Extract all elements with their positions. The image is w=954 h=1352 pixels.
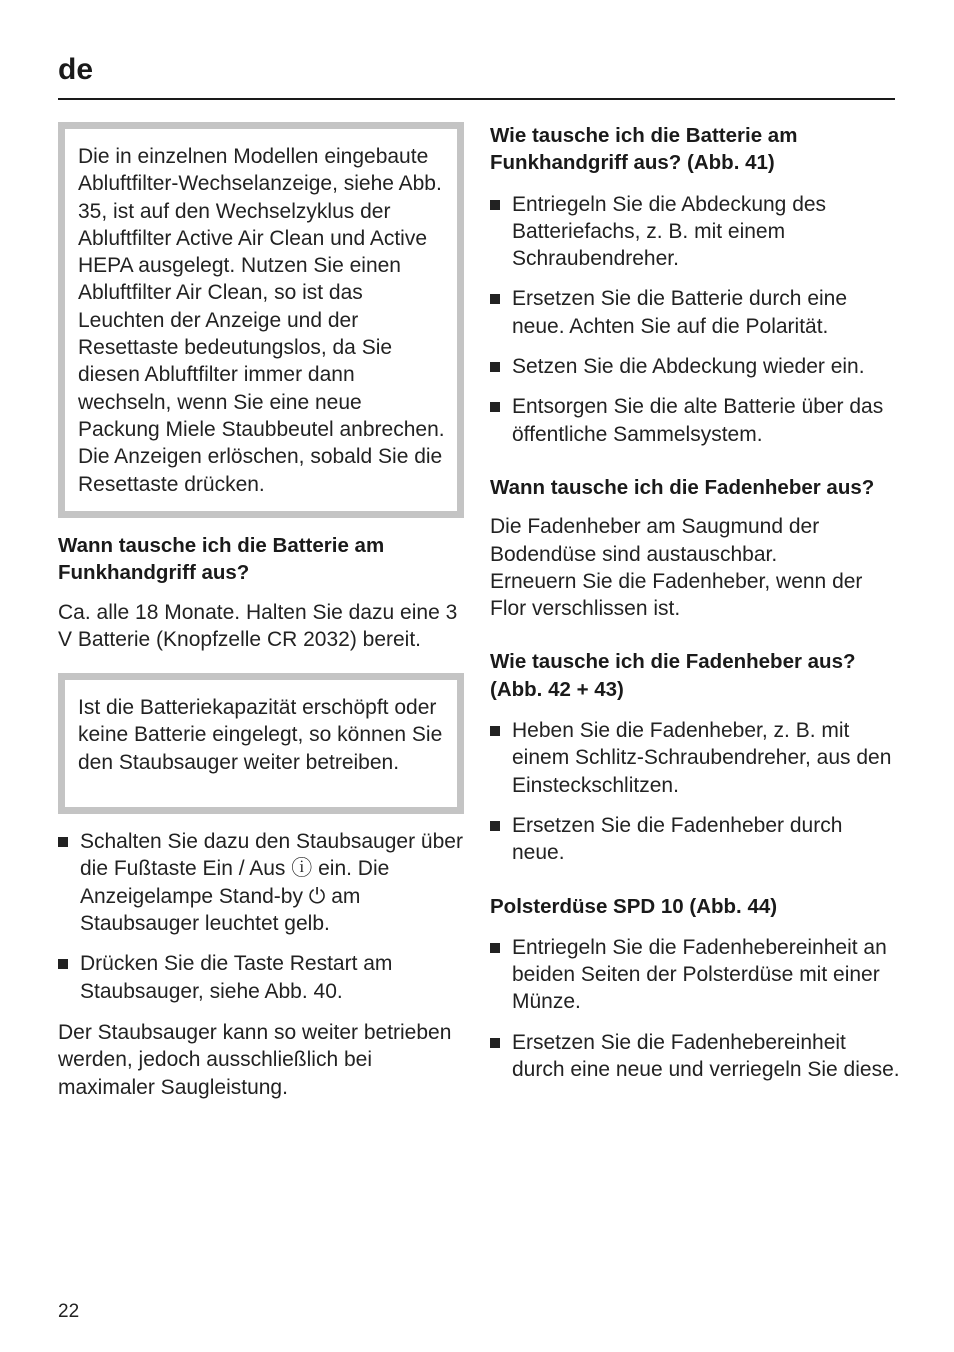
paragraph-battery-interval: Ca. alle 18 Monate. Halten Sie dazu eine 3 V Batterie (Knopfzelle CR 2032) bereit.: [58, 600, 458, 651]
left-column: [58, 122, 464, 1101]
list-item: Entsorgen Sie die alte Batterie über das öffentliche Sammelsystem.: [490, 393, 900, 448]
info-box-filter: [58, 122, 464, 518]
list-item: Ersetzen Sie die Batterie durch eine neue. Achten Sie auf die Polarität.: [490, 285, 900, 340]
paragraph-thread-lifter-b: Erneuern Sie die Fadenheber, wenn der Flor verschlissen ist.: [490, 569, 863, 621]
paragraph-thread-lifter-a: Die Fadenheber am Saugmund der Bodendüse sind austauschbar.: [490, 515, 820, 566]
paragraph-operation-note: Der Staubsauger kann so weiter betrieben werden, jedoch ausschließlich bei maximaler Saugleistung.: [58, 1020, 452, 1099]
list-item: Heben Sie die Fadenheber, z. B. mit einem Schlitz-Schraubendreher, aus den Einsteckschlitzen.: [490, 717, 900, 799]
heading-battery-how: Wie tausche ich die Batterie am Funkhandgriff aus? (Abb. 41): [490, 124, 798, 175]
heading-upholstery-nozzle: Polsterdüse SPD 10 (Abb. 44): [490, 894, 778, 918]
list-battery-steps: [58, 828, 464, 1005]
list-item: Entriegeln Sie die Abdeckung des Batteriefachs, z. B. mit einem Schraubendreher.: [490, 191, 900, 273]
heading-thread-lifter-how: Wie tausche ich die Fadenheber aus? (Abb. 42 + 43): [490, 650, 856, 701]
list-battery-replace: [490, 191, 900, 448]
page-number: 22: [58, 1301, 80, 1322]
header-rule: [58, 98, 895, 100]
info-box-battery-text: Ist die Batteriekapazität erschöpft oder keine Batterie eingelegt, so können Sie den Staubsauger weiter betreiben.: [78, 696, 443, 774]
info-box-filter-text: Die in einzelnen Modellen eingebaute Abluftfilter-Wechselanzeige, siehe Abb. 35, ist auf den Wechselzyklus der Abluftfilter Active Air Clean und Active HEPA ausgelegt. Nutzen Sie einen Abluftfilter Air Clean, so ist das Leuchten der Anzeige und der Resettaste bedeutungslos, da Sie diesen Abluftfilter immer dann wechseln, wenn Sie eine neue Packung Miele Staubbeutel anbrechen. Die Anzeigen erlöschen, sobald Sie die Resettaste drücken.: [78, 145, 445, 496]
language-label: de: [58, 53, 94, 86]
heading-battery-when: Wann tausche ich die Batterie am Funkhandgriff aus?: [58, 534, 385, 585]
info-box-battery: [58, 673, 464, 814]
list-item: Drücken Sie die Taste Restart am Staubsauger, siehe Abb. 40.: [58, 950, 464, 1005]
list-thread-lifter: [490, 717, 900, 866]
list-item: Entriegeln Sie die Fadenhebereinheit an beiden Seiten der Polsterdüse mit einer Münze.: [490, 934, 900, 1016]
list-item: Ersetzen Sie die Fadenhebereinheit durch eine neue und verriegeln Sie diese.: [490, 1029, 900, 1084]
list-item: Ersetzen Sie die Fadenheber durch neue.: [490, 812, 900, 867]
list-item: Setzen Sie die Abdeckung wieder ein.: [490, 353, 900, 380]
list-upholstery-nozzle: [490, 934, 900, 1083]
list-item: Schalten Sie dazu den Staubsauger über die Fußtaste Ein / Aus ⓘ ein. Die Anzeigelampe Stand-by ⏻ am Staubsauger leuchtet gelb.: [58, 828, 464, 937]
right-column: [490, 122, 900, 1083]
heading-thread-lifter-when: Wann tausche ich die Fadenheber aus?: [490, 475, 875, 499]
